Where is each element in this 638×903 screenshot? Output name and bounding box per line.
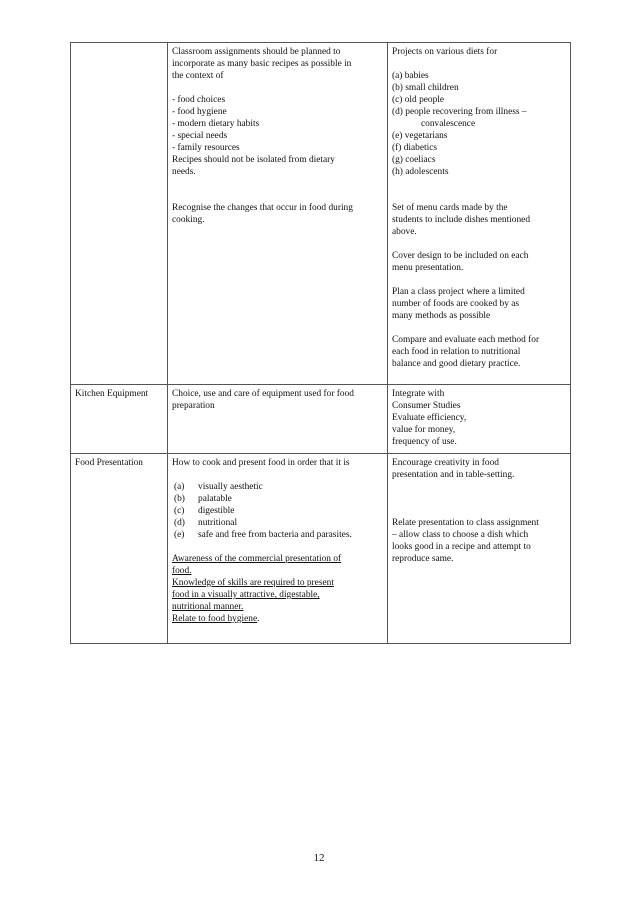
text-line: number of foods are cooked by as bbox=[392, 299, 520, 309]
list-item: (e) safe and free from bacteria and parasites. bbox=[174, 530, 352, 540]
list-item: (c) old people bbox=[392, 95, 445, 105]
text-line: – allow class to choose a dish which bbox=[392, 530, 529, 540]
text-line: Encourage creativity in food bbox=[392, 458, 499, 468]
text-line: menu presentation. bbox=[392, 263, 464, 273]
list-item: (f) diabetics bbox=[392, 143, 438, 153]
text-line: above. bbox=[392, 227, 417, 237]
text-line: Recognise the changes that occur in food during bbox=[172, 203, 353, 213]
list-item: (b) palatable bbox=[174, 494, 232, 504]
text-line: frequency of use. bbox=[392, 437, 457, 447]
list-item: (e) vegetarians bbox=[392, 131, 448, 141]
text-line: incorporate as many basic recipes as possible in bbox=[172, 59, 352, 69]
text-line: cooking. bbox=[172, 215, 205, 225]
page-number: 12 bbox=[313, 852, 325, 864]
text-line: the context of bbox=[172, 71, 224, 81]
activities-cell bbox=[388, 43, 571, 385]
table-row bbox=[71, 385, 571, 454]
list-item: - modern dietary habits bbox=[172, 119, 260, 129]
text-line: presentation and in table-setting. bbox=[392, 470, 515, 480]
underlined-line: food. bbox=[172, 566, 192, 576]
list-item: (g) coeliacs bbox=[392, 155, 436, 165]
text-line: Recipes should not be isolated from dietary bbox=[172, 155, 335, 165]
content-cell bbox=[168, 385, 388, 454]
activities-cell bbox=[388, 454, 571, 644]
topic-label: Food Presentation bbox=[75, 458, 143, 468]
table-row bbox=[71, 454, 571, 644]
list-item: - food choices bbox=[172, 95, 226, 105]
list-item: (h) adolescents bbox=[392, 167, 449, 177]
text-line: value for money, bbox=[392, 425, 456, 435]
list-item: (c) digestible bbox=[174, 506, 235, 516]
list-item: (d) people recovering from illness – bbox=[392, 107, 527, 117]
list-item: (a) visually aesthetic bbox=[174, 482, 263, 492]
text-line: students to include dishes mentioned bbox=[392, 215, 531, 225]
text-line: Plan a class project where a limited bbox=[392, 287, 525, 297]
text-line: many methods as possible bbox=[392, 311, 491, 321]
text-line: Compare and evaluate each method for bbox=[392, 335, 540, 345]
text-line: looks good in a recipe and attempt to bbox=[392, 542, 531, 552]
underlined-line: Knowledge of skills are required to present bbox=[172, 578, 334, 588]
topic-cell bbox=[71, 43, 168, 385]
table-row bbox=[71, 43, 571, 385]
text-line: Classroom assignments should be planned to bbox=[172, 47, 341, 57]
text-line: Consumer Studies bbox=[392, 401, 461, 411]
list-item: (b) small children bbox=[392, 83, 459, 93]
content-cell bbox=[168, 43, 388, 385]
text-line: each food in relation to nutritional bbox=[392, 347, 521, 357]
text-line: needs. bbox=[172, 167, 196, 177]
text-line: Relate to food hygiene. bbox=[172, 614, 260, 624]
topic-label: Kitchen Equipment bbox=[75, 389, 149, 399]
text-line: How to cook and present food in order that it is bbox=[172, 458, 350, 468]
text-line: balance and good dietary practice. bbox=[392, 359, 521, 369]
text-line: Cover design to be included on each bbox=[392, 251, 529, 261]
text-line: preparation bbox=[172, 401, 215, 411]
text-line: Set of menu cards made by the bbox=[392, 203, 508, 213]
list-item: (d) nutritional bbox=[174, 518, 238, 528]
text-line: Integrate with bbox=[392, 389, 445, 399]
text-line: Projects on various diets for bbox=[392, 47, 498, 57]
list-item: - family resources bbox=[172, 143, 240, 153]
underlined-line: nutritional manner. bbox=[172, 602, 244, 612]
underlined-line: Awareness of the commercial presentation of bbox=[172, 554, 342, 564]
content-cell bbox=[168, 454, 388, 644]
text-line: Evaluate efficiency, bbox=[392, 413, 467, 423]
list-item: (a) babies bbox=[392, 71, 429, 81]
list-item: - special needs bbox=[172, 131, 228, 141]
activities-cell bbox=[388, 385, 571, 454]
text-line: reproduce same. bbox=[392, 554, 454, 564]
topic-cell bbox=[71, 385, 168, 454]
syllabus-table bbox=[70, 42, 571, 644]
text-line: Relate presentation to class assignment bbox=[392, 518, 539, 528]
underlined-line: food in a visually attractive, digestable, bbox=[172, 590, 320, 600]
list-item: - food hygiene bbox=[172, 107, 227, 117]
topic-cell bbox=[71, 454, 168, 644]
text-line: Choice, use and care of equipment used for food bbox=[172, 389, 354, 399]
list-item: convalescence bbox=[421, 119, 476, 129]
